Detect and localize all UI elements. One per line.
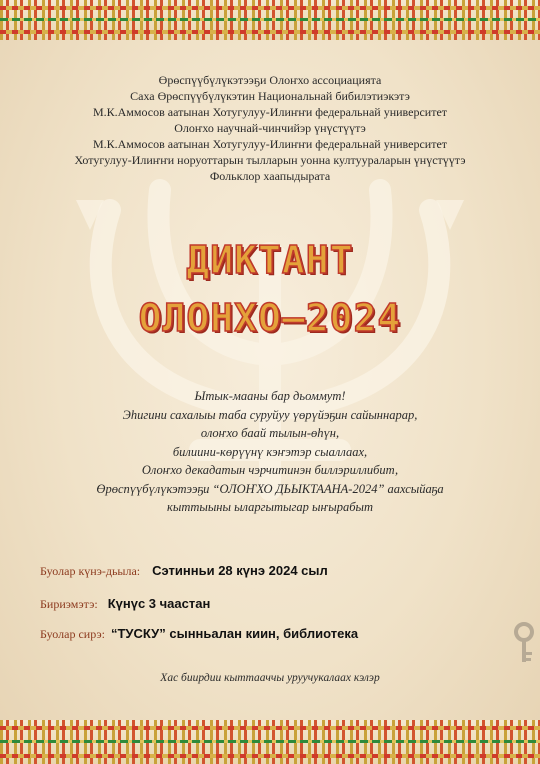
bottom-ornament-border <box>0 720 540 764</box>
organizer-line: Өрөспүүбүлүкэтээҕи Олоҥхо ассоциацията <box>158 73 382 87</box>
time-value: Күнүс 3 чаастан <box>107 596 211 611</box>
organizer-line: Саха Өрөспүүбүлүкэтин Национальнай бибилэтиэкэтэ <box>130 89 410 103</box>
invitation-text <box>20 387 520 517</box>
participant-note: Хас биирдии кыттааччы уруучукалаах кэлэр <box>160 672 380 684</box>
invitation-line: Өрөспүүбүлүкэтээҕи “ОЛОҤХО ДЬЫКТААНА-2024” аахсыйаҕа <box>96 481 444 496</box>
organizer-line: Хотугулуу-Илиҥҥи норуоттарын тылларын уонна култуураларын үнүстүүтэ <box>74 153 466 167</box>
bottom-ornament-line <box>0 740 540 743</box>
event-time <box>40 596 210 612</box>
poster-title-line2: ОЛОНХО–2024 <box>138 296 402 340</box>
top-ornament-line <box>0 18 540 21</box>
invitation-line: Ытык-мааны бар дьоммут! <box>194 389 346 403</box>
organizer-line: М.К.Аммосов аатынан Хотугулуу-Илиҥҥи федеральнай университет <box>92 137 448 151</box>
event-date <box>40 563 328 579</box>
date-label: Буолар күнэ-дьыла: <box>40 564 141 578</box>
place-label: Буолар сирэ: <box>40 627 105 641</box>
invitation-line: Олоҥхо декадатын чэрчитинэн биллэриллибит, <box>141 463 399 477</box>
invitation-line: Эһигини сахалыы таба суруйуу үөрүйэҕин сайыннарар, <box>122 407 418 422</box>
organizers-list <box>20 72 520 184</box>
organizer-line: Фольклор хаапыдырата <box>209 169 331 183</box>
time-label: Бириэмэтэ: <box>40 597 98 611</box>
poster-title-line1: ДИКТАНТ <box>186 238 354 282</box>
top-ornament-border <box>0 0 540 40</box>
date-value: Сэтинньи 28 күнэ 2024 сыл <box>152 563 328 578</box>
invitation-line: олоҥхо баай тылын-өһүн, <box>200 426 340 440</box>
invitation-line: кыттыыны ыларгытыгар ыҥырабыт <box>167 500 373 514</box>
invitation-line: билиини-көрүүнү кэҥэтэр сыаллаах, <box>172 444 368 459</box>
key-icon <box>508 622 540 666</box>
event-place <box>40 626 358 642</box>
place-value: “ТУСКУ” сынньалан киин, библиотека <box>110 626 359 641</box>
organizer-line: Олоҥхо научнай-чинчийэр үнүстүүтэ <box>174 121 366 135</box>
organizer-line: М.К.Аммосов аатынан Хотугулуу-Илиҥҥи федеральнай университет <box>92 105 448 119</box>
